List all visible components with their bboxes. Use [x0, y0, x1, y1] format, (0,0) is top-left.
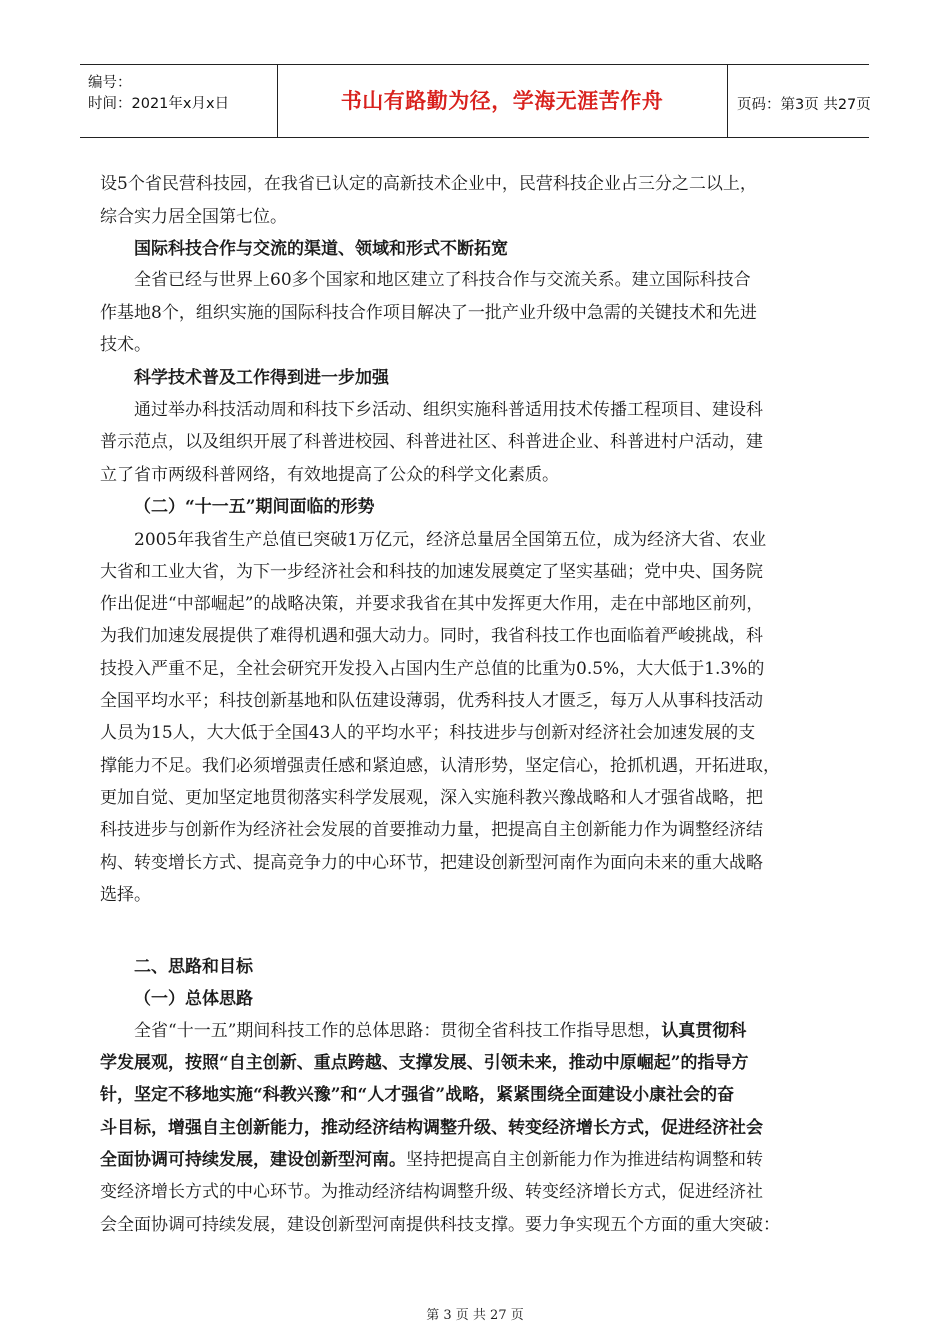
paragraph-line: 撑能力不足。我们必须增强责任感和紧迫感，认清形势，坚定信心，抢抓机遇，开拓进取， [100, 756, 780, 776]
paragraph-line: 斗目标，增强自主创新能力，推动经济结构调整升级、转变经济增长方式，促进经济社会 [100, 1118, 763, 1138]
bold-text: 全面协调可持续发展，建设创新型河南。 [100, 1150, 406, 1170]
paragraph-line: 2005年我省生产总值已突破1万亿元，经济总量居全国第五位，成为经济大省、农业 [134, 530, 767, 550]
page-footer: 第 3 页 共 27 页 [426, 1308, 524, 1323]
paragraph-line: 为我们加速发展提供了难得机遇和强大动力。同时，我省科技工作也面临着严峻挑战，科 [100, 626, 763, 646]
header-meta-cell [80, 65, 278, 137]
header-motto-cell [277, 65, 728, 137]
paragraph-line: 学发展观，按照“自主创新、重点跨越、支撑发展、引领未来，推动中原崛起”的指导方 [100, 1053, 749, 1073]
paragraph-line: 综合实力居全国第七位。 [100, 207, 287, 227]
paragraph-line: 科技进步与创新作为经济社会发展的首要推动力量，把提高自主创新能力作为调整经济结 [100, 820, 763, 840]
paragraph-line: 作出促进“中部崛起”的战略决策，并要求我省在其中发挥更大作用，走在中部地区前列， [100, 594, 764, 614]
paragraph-line: 变经济增长方式的中心环节。为推动经济结构调整升级、转变经济增长方式，促进经济社 [100, 1182, 763, 1202]
paragraph-line: 普示范点，以及组织开展了科普进校园、科普进社区、科普进企业、科普进村户活动，建 [100, 432, 763, 452]
header-page-cell [727, 65, 869, 137]
paragraph-line: 大省和工业大省，为下一步经济社会和科技的加速发展奠定了坚实基础；党中央、国务院 [100, 562, 763, 582]
section-heading: （二）“十一五”期间面临的形势 [134, 497, 375, 517]
paragraph-line: 通过举办科技活动周和科技下乡活动、组织实施科普适用技术传播工程项目、建设科 [134, 400, 763, 420]
paragraph-line: 技术。 [100, 335, 151, 355]
header-motto: 书山有路勤为径，学海无涯苦作舟 [340, 89, 664, 113]
paragraph-line: 会全面协调可持续发展，建设创新型河南提供科技支撑。要力争实现五个方面的重大突破： [100, 1215, 780, 1235]
page-header [80, 64, 869, 138]
paragraph-line [134, 1019, 746, 1043]
document-number-label: 编号： [88, 75, 132, 91]
section-heading: （一）总体思路 [134, 989, 253, 1009]
paragraph-line [100, 1148, 763, 1172]
paragraph-text: 全省“十一五”期间科技工作的总体思路：贯彻全省科技工作指导思想， [134, 1021, 662, 1041]
paragraph-line: 技投入严重不足，全社会研究开发投入占国内生产总值的比重为0.5%，大大低于1.3%的 [100, 659, 765, 679]
section-heading: 二、思路和目标 [134, 957, 253, 977]
document-date-label: 时间：2021年x月x日 [88, 96, 230, 112]
paragraph-text: 坚持把提高自主创新能力作为推进结构调整和转 [406, 1150, 763, 1170]
section-heading: 国际科技合作与交流的渠道、领域和形式不断拓宽 [134, 239, 508, 259]
paragraph-line: 人员为15人，大大低于全国43人的平均水平；科技进步与创新对经济社会加速发展的支 [100, 723, 756, 743]
paragraph-line: 更加自觉、更加坚定地贯彻落实科学发展观，深入实施科教兴豫战略和人才强省战略，把 [100, 788, 763, 808]
section-heading: 科学技术普及工作得到进一步加强 [134, 368, 389, 388]
bold-text: 认真贯彻科 [661, 1021, 747, 1041]
paragraph-line: 选择。 [100, 885, 151, 905]
paragraph-line: 针，坚定不移地实施“科教兴豫”和“人才强省”战略，紧紧围绕全面建设小康社会的奋 [100, 1085, 735, 1105]
header-page-info: 页码：第3页 共27页 [737, 97, 871, 113]
paragraph-line: 全国平均水平；科技创新基地和队伍建设薄弱，优秀科技人才匮乏，每万人从事科技活动 [100, 691, 763, 711]
paragraph-line: 构、转变增长方式、提高竞争力的中心环节，把建设创新型河南作为面向未来的重大战略 [100, 853, 763, 873]
paragraph-line: 立了省市两级科普网络，有效地提高了公众的科学文化素质。 [100, 465, 559, 485]
paragraph-line: 全省已经与世界上60多个国家和地区建立了科技合作与交流关系。建立国际科技合 [134, 270, 751, 290]
paragraph-line: 作基地8个，组织实施的国际科技合作项目解决了一批产业升级中急需的关键技术和先进 [100, 303, 757, 323]
paragraph-line: 设5个省民营科技园，在我省已认定的高新技术企业中，民营科技企业占三分之二以上， [100, 174, 757, 194]
